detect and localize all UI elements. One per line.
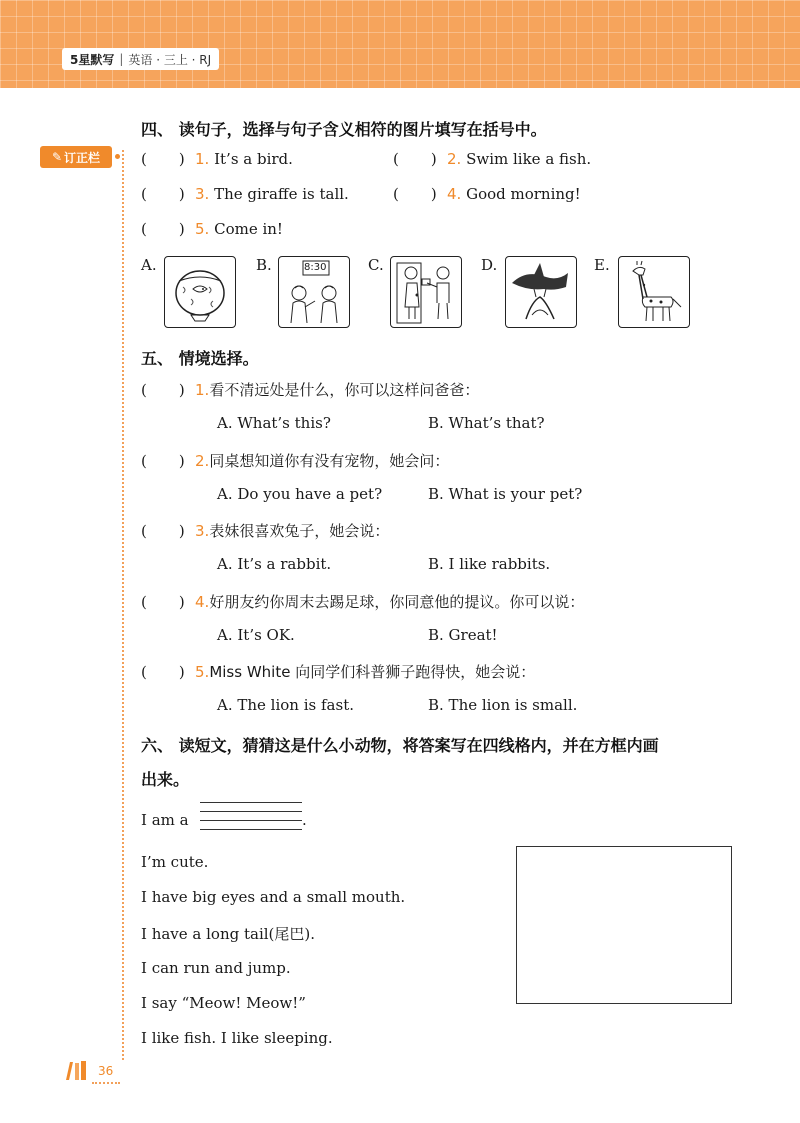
item-number: 4.: [195, 593, 210, 611]
item-number: 2.: [447, 150, 462, 168]
tag-dot: [115, 154, 120, 159]
s5-question-3: [141, 520, 389, 541]
four-line-writing-grid[interactable]: [200, 802, 302, 838]
question-text: 看不清远处是什么，你可以这样问爸爸：: [209, 381, 480, 399]
section-5-title: 五、 情境选择。: [141, 349, 259, 368]
item-text: Swim like a fish.: [466, 150, 592, 168]
page-number: 36: [98, 1064, 114, 1078]
s5-q3-option-b: B. I like rabbits.: [428, 555, 551, 573]
item-number: 3.: [195, 522, 210, 540]
answer-blank[interactable]: ( ): [141, 220, 185, 238]
hand-fish-shadow-icon: [505, 256, 577, 328]
answer-prefix: I am a: [141, 811, 189, 829]
item-number: 5.: [195, 663, 210, 681]
item-number: 1.: [195, 381, 210, 399]
question-text: Miss White 向同学们科普狮子跑得快，她会说：: [209, 663, 536, 681]
passage-line-4: I can run and jump.: [141, 959, 291, 977]
s5-q2-option-b: B. What is your pet?: [428, 485, 583, 503]
page-header: [0, 0, 800, 88]
brand-separator: |: [119, 52, 124, 66]
item-text: Good morning!: [466, 185, 581, 203]
answer-blank[interactable]: ( ): [393, 185, 437, 203]
books-icon: [64, 1060, 92, 1082]
s5-q4-option-b: B. Great!: [428, 626, 498, 644]
correction-column-tag: [40, 146, 112, 168]
s4-item-4: [393, 185, 581, 203]
door-kids-icon: [390, 256, 462, 328]
picture-label-e: E.: [594, 256, 610, 274]
question-text: 表妹很喜欢兔子，她会说：: [209, 522, 390, 540]
correction-column-label: 订正栏: [64, 150, 101, 165]
item-number: 5.: [195, 220, 210, 238]
s5-q1-option-a: A. What’s this?: [217, 414, 331, 432]
s5-q5-option-b: B. The lion is small.: [428, 696, 578, 714]
answer-blank[interactable]: ( ): [141, 593, 185, 611]
question-text: 好朋友约你周末去踢足球，你同意他的提议。你可以说：: [209, 593, 585, 611]
s5-q3-option-a: A. It’s a rabbit.: [217, 555, 332, 573]
section-4-title: 四、 读句子，选择与句子含义相符的图片填写在括号中。: [141, 120, 547, 139]
item-text: Come in!: [214, 220, 283, 238]
passage-line-3: I have a long tail(尾巴).: [141, 925, 316, 943]
fishbowl-bird-icon: [164, 256, 236, 328]
item-number: 4.: [447, 185, 462, 203]
brand-name: 5星默写: [70, 52, 115, 67]
s4-item-2: [393, 150, 591, 168]
answer-blank[interactable]: ( ): [141, 150, 185, 168]
s4-item-5: [141, 220, 283, 238]
clock-greeting-icon: [278, 256, 350, 328]
brand-label: [62, 48, 219, 70]
footer-dotted-rule: [92, 1082, 120, 1084]
passage-line-1: I’m cute.: [141, 853, 209, 871]
clock-time: 8:30: [304, 262, 327, 273]
answer-blank[interactable]: ( ): [141, 381, 185, 399]
s5-q1-option-b: B. What’s that?: [428, 414, 545, 432]
s4-item-1: [141, 150, 293, 168]
item-text: It’s a bird.: [214, 150, 293, 168]
answer-blank[interactable]: ( ): [141, 185, 185, 203]
s5-question-4: [141, 591, 584, 612]
subject-info: 英语 · 三上 · RJ: [128, 52, 212, 67]
picture-label-a: A.: [141, 256, 157, 274]
question-text: 同桌想知道你有没有宠物，她会问：: [209, 452, 450, 470]
item-number: 3.: [195, 185, 210, 203]
picture-label-c: C.: [368, 256, 384, 274]
item-number: 1.: [195, 150, 210, 168]
section-6-title-line-2: 出来。: [141, 770, 190, 789]
pencil-icon: ✎: [51, 150, 63, 164]
picture-label-d: D.: [481, 256, 498, 274]
drawing-box[interactable]: [516, 846, 732, 1004]
passage-line-2: I have big eyes and a small mouth.: [141, 888, 406, 906]
picture-label-b: B.: [256, 256, 272, 274]
answer-blank[interactable]: ( ): [141, 452, 185, 470]
s4-item-3: [141, 185, 349, 203]
passage-line-5: I say “Meow! Meow!”: [141, 994, 306, 1012]
s5-question-1: [141, 379, 479, 400]
answer-blank[interactable]: ( ): [141, 522, 185, 540]
answer-blank[interactable]: ( ): [393, 150, 437, 168]
section-6-title-line-1: 六、 读短文，猜猜这是什么小动物，将答案写在四线格内，并在方框内画: [141, 736, 659, 755]
s5-question-5: [141, 661, 535, 682]
s5-question-2: [141, 450, 449, 471]
margin-dotted-rule: [122, 150, 124, 1060]
s5-q5-option-a: A. The lion is fast.: [217, 696, 354, 714]
item-number: 2.: [195, 452, 210, 470]
item-text: The giraffe is tall.: [214, 185, 349, 203]
giraffe-icon: [618, 256, 690, 328]
passage-line-6: I like fish. I like sleeping.: [141, 1029, 333, 1047]
answer-blank[interactable]: ( ): [141, 663, 185, 681]
answer-suffix: .: [302, 811, 307, 829]
s5-q2-option-a: A. Do you have a pet?: [217, 485, 383, 503]
s5-q4-option-a: A. It’s OK.: [217, 626, 295, 644]
